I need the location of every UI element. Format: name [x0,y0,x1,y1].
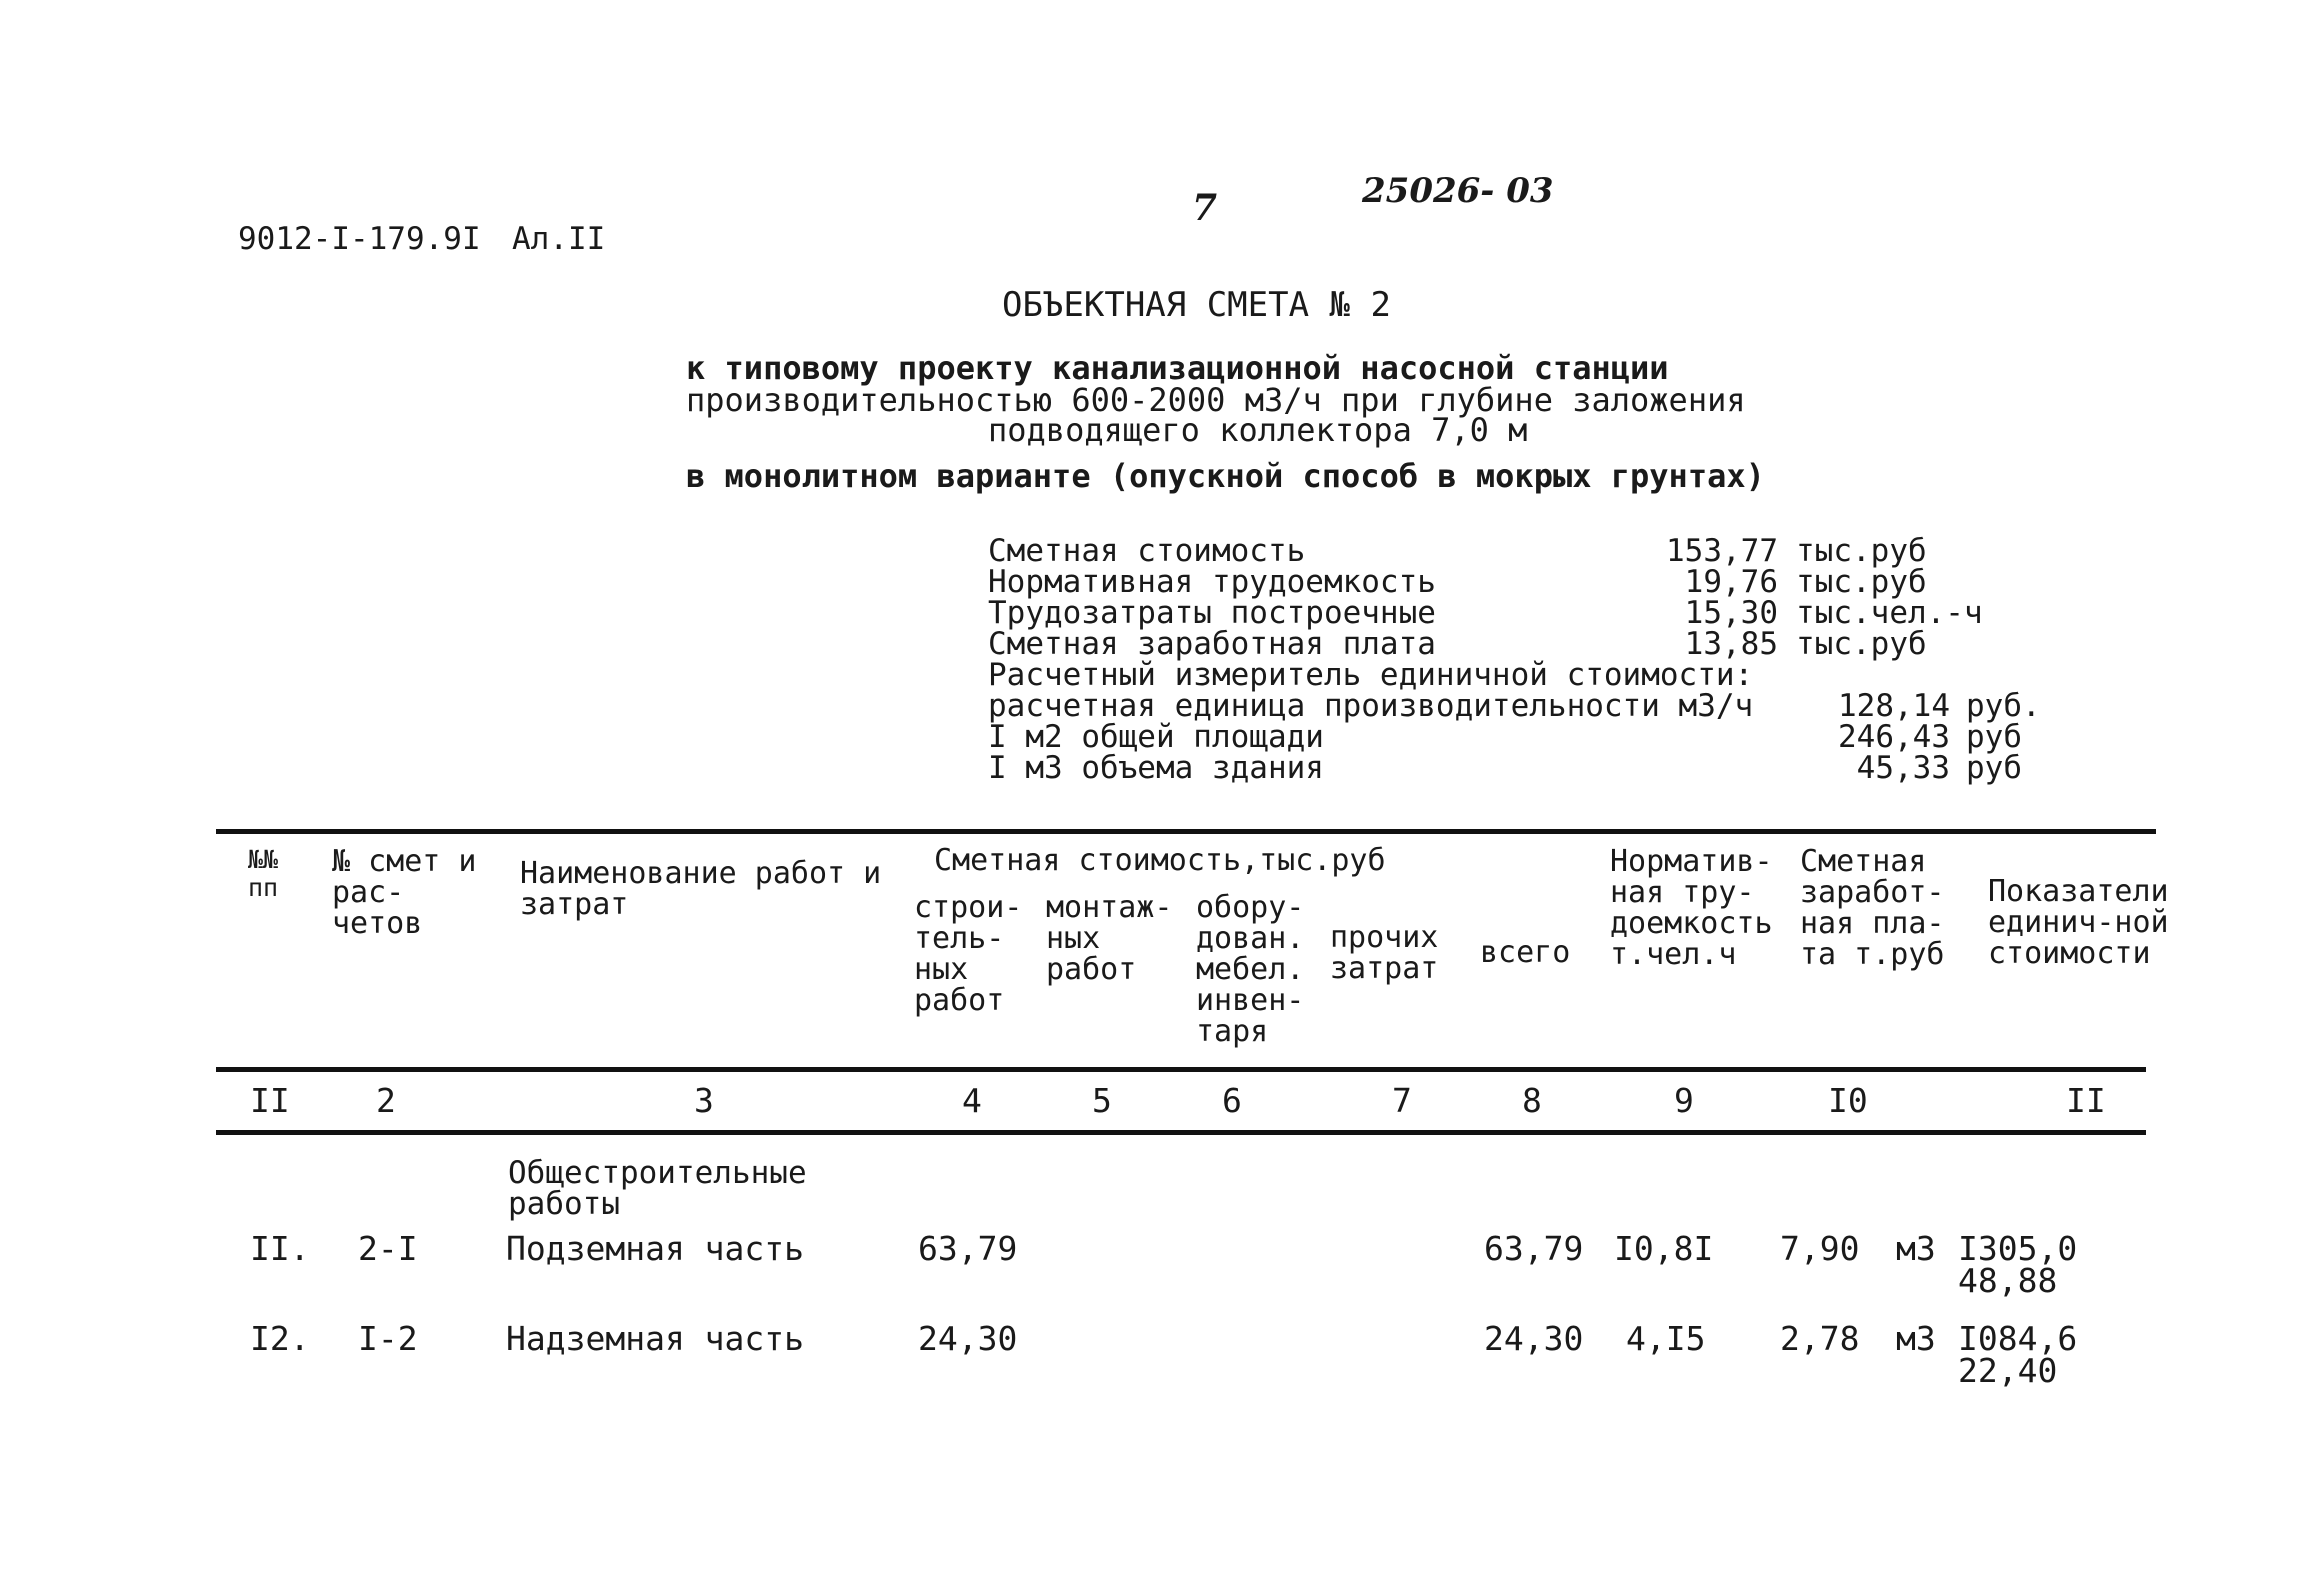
row-name: Подземная часть [506,1229,805,1268]
column-number: 5 [1092,1081,1112,1120]
row-labor: I0,8I [1614,1229,1714,1268]
header-row-number: №№ пп [248,845,279,902]
header-construction: строи-тель-ных работ [914,890,1023,1018]
row-construction-cost: 63,79 [918,1229,1018,1268]
column-number: 3 [694,1081,714,1120]
page-number: 7 [1192,187,1218,229]
measure-label: I м3 объема здания [988,750,1324,786]
header-equipment: обору-дован. мебел. инвен-таря [1196,890,1305,1049]
summary-label: Трудозатраты построечные [988,595,1436,631]
row-name: Надземная часть [506,1319,805,1358]
measure-label: I м2 общей площади [988,719,1324,755]
header-total: всего [1480,935,1571,970]
measure-label: расчетная единица производительности м3/ч [988,688,1754,724]
header-cost-group: Сметная стоимость,тыс.руб [934,843,1386,878]
row-indicator-secondary: 48,88 [1958,1261,2058,1300]
measure-unit: руб [1966,719,2022,755]
archive-number: 25026- 03 [1362,171,1554,211]
row-unit: м3 [1896,1229,1936,1268]
document-title: ОБЪЕКТНАЯ СМЕТА № 2 [1002,285,1391,325]
summary-label: Сметная заработная плата [988,626,1436,662]
header-other: прочих затрат [1330,920,1439,986]
column-number: II [250,1081,290,1120]
row-number: I2. [250,1319,310,1358]
summary-unit: тыс.руб [1796,564,1927,600]
row-construction-cost: 24,30 [918,1319,1018,1358]
header-estimate-number: № смет и рас-четов [332,844,477,941]
row-total-cost: 63,79 [1484,1229,1584,1268]
column-number: 6 [1222,1081,1242,1120]
subtitle-line-3: подводящего коллектора 7,0 м [988,411,1528,449]
row-indicator-primary: I084,6 [1958,1319,2078,1358]
summary-value: 13,85 [1684,626,1778,662]
measure-value: 128,14 [1838,688,1950,724]
measure-title: Расчетный измеритель единичной стоимости: [988,657,1754,693]
sheet-label: Ал.II [512,221,606,257]
subtitle-line-4: в монолитном варианте (опускной способ в мокрых грунтах) [686,457,1765,495]
summary-value: 19,76 [1684,564,1778,600]
column-number: 8 [1522,1081,1542,1120]
subtitle-line-2: производительностью 600-2000 м3/ч при глубине заложения [686,381,1746,419]
row-indicator-secondary: 22,40 [1958,1351,2058,1390]
section-title: Общестроительные работы [508,1155,807,1222]
measure-value: 246,43 [1838,719,1950,755]
column-number: 9 [1674,1081,1694,1120]
column-number: II [2066,1081,2106,1120]
row-wages: 7,90 [1780,1229,1860,1268]
column-numbers-rule [216,1130,2146,1135]
summary-label: Сметная стоимость [988,533,1306,569]
table-top-rule [216,829,2156,834]
measure-value: 45,33 [1856,750,1950,786]
row-wages: 2,78 [1780,1319,1860,1358]
header-wages: Сметная заработ-ная пла-та т.руб [1800,844,1945,972]
row-unit: м3 [1896,1319,1936,1358]
row-estimate: I-2 [358,1319,418,1358]
column-number: 2 [376,1081,396,1120]
summary-label: Нормативная трудоемкость [988,564,1436,600]
summary-value: 153,77 [1666,533,1778,569]
summary-unit: тыс.руб [1796,626,1927,662]
measure-unit: руб. [1966,688,2041,724]
row-number: II. [250,1229,310,1268]
header-unit-cost-indicators: Показатели единич-ной стоимости [1988,874,2169,971]
measure-unit: руб [1966,750,2022,786]
row-indicator-primary: I305,0 [1958,1229,2078,1268]
summary-unit: тыс.руб [1796,533,1927,569]
subtitle-line-1: к типовому проекту канализационной насосной станции [686,349,1669,387]
row-estimate: 2-I [358,1229,418,1268]
row-total-cost: 24,30 [1484,1319,1584,1358]
column-number: 4 [962,1081,982,1120]
row-labor: 4,I5 [1626,1319,1706,1358]
table-header-rule [216,1067,2146,1072]
header-labor-norm: Норматив-ная тру-доемкость т.чел.ч [1610,844,1773,972]
column-number: I0 [1828,1081,1868,1120]
summary-value: 15,30 [1684,595,1778,631]
header-work-name: Наименование работ и затрат [520,856,882,922]
document-code: 9012-I-179.9I [238,221,481,257]
column-number: 7 [1392,1081,1412,1120]
header-installation: монтаж-ных работ [1046,890,1173,987]
summary-unit: тыс.чел.-ч [1796,595,1983,631]
